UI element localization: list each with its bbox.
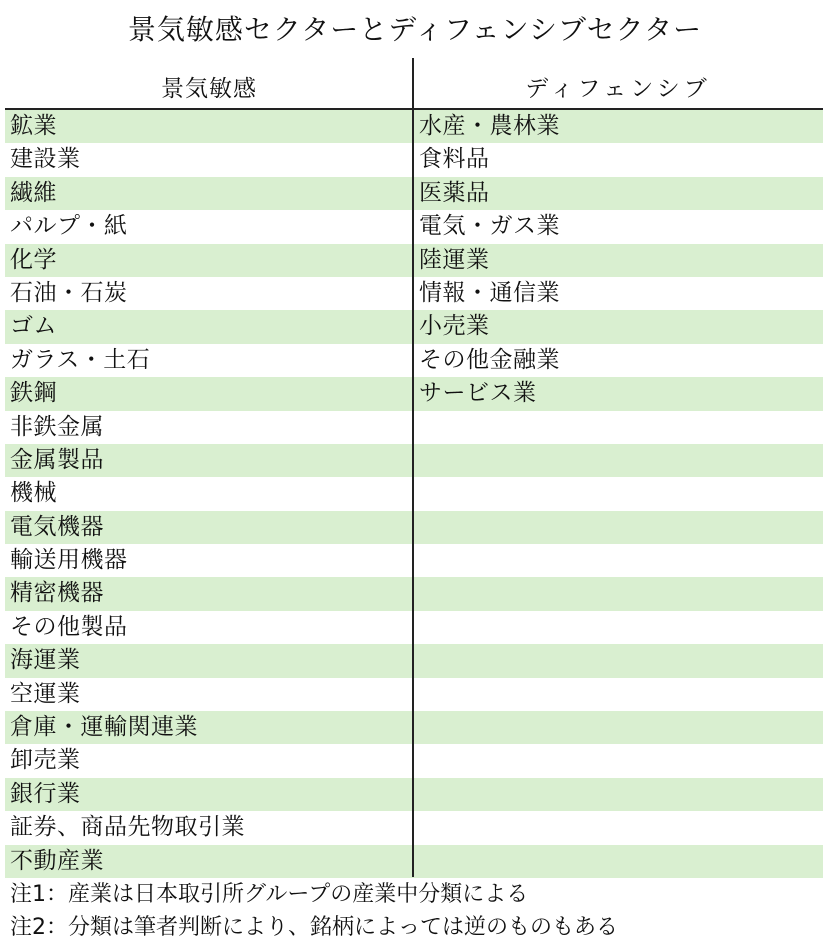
- cyclical-cell: 鉱業: [10, 113, 57, 139]
- defensive-cell: 電気・ガス業: [419, 213, 560, 240]
- table-row: [5, 611, 823, 644]
- defensive-cell: その他金融業: [419, 346, 560, 373]
- cyclical-cell: 銀行業: [10, 780, 81, 807]
- table-row: [5, 244, 823, 277]
- header-defensive: ディフェンシブ: [525, 76, 711, 102]
- cyclical-cell: 電気機器: [10, 513, 104, 540]
- column-divider: [412, 58, 414, 877]
- table-row: [5, 678, 823, 711]
- defensive-cell: サービス業: [419, 380, 537, 407]
- table-row: [5, 344, 823, 377]
- table-row: [5, 577, 823, 610]
- cyclical-cell: ゴム: [10, 313, 57, 340]
- table-row: [5, 511, 823, 544]
- table-row: [5, 377, 823, 410]
- defensive-cell: 食料品: [419, 146, 490, 173]
- table-row: [5, 444, 823, 477]
- table-row: [5, 644, 823, 677]
- footnotes: [10, 878, 830, 944]
- table-row: [5, 778, 823, 811]
- table-row: [5, 811, 823, 844]
- defensive-cell: 医薬品: [419, 179, 490, 206]
- cyclical-cell: 機械: [10, 480, 57, 507]
- footnote-2: 注2：分類は筆者判断により、銘柄によっては逆のものもある: [10, 915, 618, 940]
- cyclical-cell: 金属製品: [10, 446, 104, 473]
- sector-table-body: [5, 110, 823, 878]
- defensive-cell: 陸運業: [419, 246, 490, 273]
- cyclical-cell: 輸送用機器: [10, 547, 128, 574]
- cyclical-cell: 石油・石炭: [10, 279, 128, 306]
- table-row: [5, 544, 823, 577]
- cyclical-cell: 証券、商品先物取引業: [10, 814, 245, 841]
- table-row: [5, 744, 823, 777]
- cyclical-cell: 非鉄金属: [10, 413, 104, 440]
- defensive-cell: 情報・通信業: [419, 279, 560, 306]
- page-title: 景気敏感セクターとディフェンシブセクター: [127, 13, 703, 46]
- table-row: [5, 110, 823, 143]
- table-row: [5, 711, 823, 744]
- cyclical-cell: パルプ・紙: [10, 213, 128, 240]
- cyclical-cell: 繊維: [10, 179, 57, 206]
- table-row: [5, 210, 823, 243]
- cyclical-cell: ガラス・土石: [10, 346, 151, 373]
- cyclical-cell: 倉庫・運輸関連業: [10, 714, 198, 741]
- table-row: [5, 177, 823, 210]
- cyclical-cell: 海運業: [10, 647, 81, 674]
- defensive-cell: 水産・農林業: [419, 113, 560, 139]
- cyclical-cell: 化学: [10, 246, 57, 273]
- cyclical-cell: 建設業: [10, 146, 81, 173]
- cyclical-cell: 鉄鋼: [10, 380, 57, 407]
- table-row: [5, 277, 823, 310]
- defensive-cell: 小売業: [419, 313, 490, 340]
- table-row: [5, 411, 823, 444]
- header-cyclical: 景気敏感: [161, 76, 257, 102]
- table-header: [5, 58, 823, 110]
- cyclical-cell: 卸売業: [10, 747, 81, 774]
- cyclical-cell: 空運業: [10, 680, 81, 707]
- footnote-1: 注1：産業は日本取引所グループの産業中分類による: [10, 882, 529, 907]
- table-row: [5, 143, 823, 176]
- table-row: [5, 310, 823, 343]
- cyclical-cell: 精密機器: [10, 580, 104, 607]
- table-row: [5, 845, 823, 878]
- cyclical-cell: 不動産業: [10, 847, 104, 874]
- table-row: [5, 477, 823, 510]
- cyclical-cell: その他製品: [10, 613, 128, 640]
